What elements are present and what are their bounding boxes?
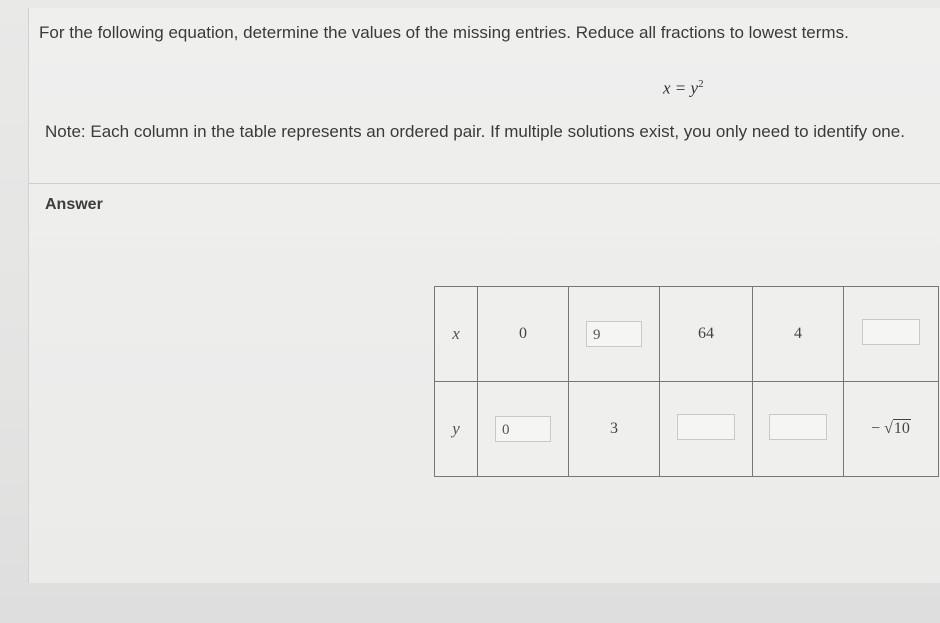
ordered-pairs-table	[434, 286, 939, 477]
table-row-x	[435, 287, 939, 382]
row-label-y: y	[435, 382, 478, 477]
y-cell-4	[753, 382, 844, 477]
x-cell-5	[844, 287, 939, 382]
x-input-2[interactable]: 9	[586, 321, 642, 347]
y-cell-2: 3	[569, 382, 660, 477]
x-cell-1: 0	[478, 287, 569, 382]
answer-label: Answer	[45, 196, 103, 213]
question-section	[29, 8, 940, 184]
y-cell-1	[478, 382, 569, 477]
row-label-x: x	[435, 287, 478, 382]
sqrt-icon: √	[884, 420, 893, 437]
x-cell-4: 4	[753, 287, 844, 382]
equation-base: x = y	[663, 78, 699, 98]
x-input-5[interactable]	[862, 319, 920, 345]
x-cell-2	[569, 287, 660, 382]
x-cell-3: 64	[660, 287, 753, 382]
y-input-3[interactable]	[677, 414, 735, 440]
y-cell-3	[660, 382, 753, 477]
equation-exponent: 2	[698, 78, 704, 90]
equation	[663, 78, 704, 99]
question-prompt: For the following equation, determine the values of the missing entries. Reduce all fractions to lowest terms.	[39, 23, 849, 42]
y-input-1[interactable]: 0	[495, 416, 551, 442]
y-cell-5	[844, 382, 939, 477]
question-card	[28, 8, 940, 583]
question-note: Note: Each column in the table represents an ordered pair. If multiple solutions exist, you only need to identify one.	[45, 122, 905, 141]
y-input-4[interactable]	[769, 414, 827, 440]
table-row-y	[435, 382, 939, 477]
radicand: 10	[893, 420, 910, 437]
minus-sign: −	[871, 420, 881, 437]
y-value-5	[871, 419, 911, 437]
